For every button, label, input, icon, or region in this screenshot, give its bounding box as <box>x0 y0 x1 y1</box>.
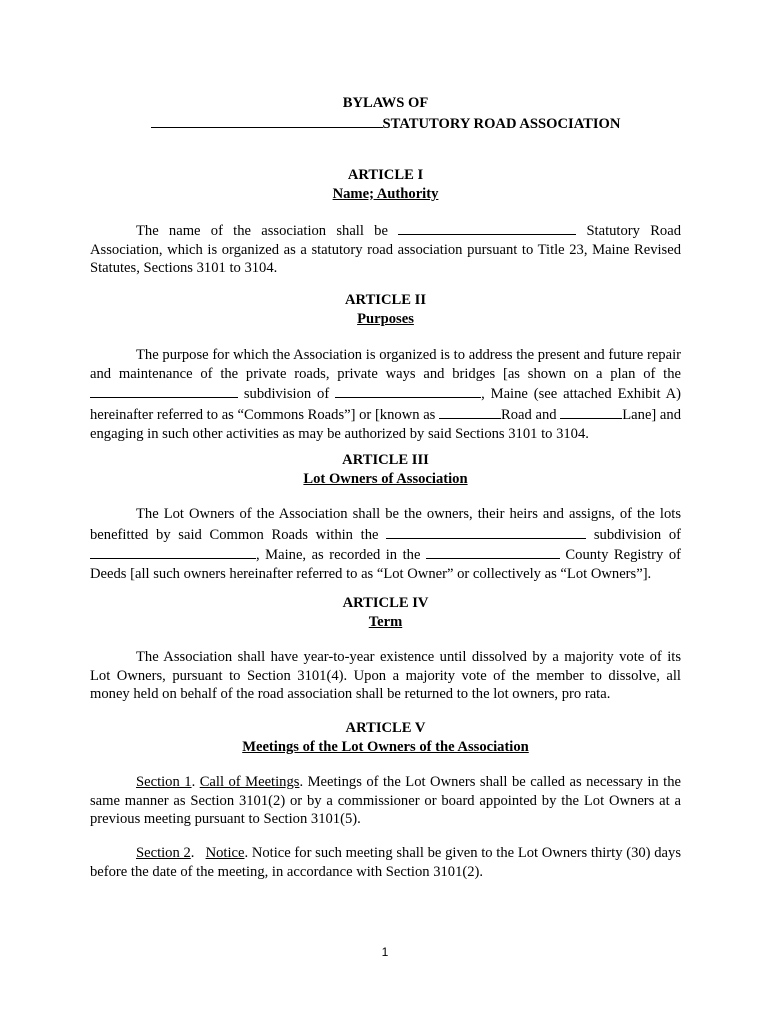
title-line-1: BYLAWS OF <box>342 95 429 111</box>
article-5-section-1 <box>90 773 681 829</box>
section-2-paragraph: Section 2. Notice. Notice for such meeting shall be given to the Lot Owners thirty (30) days before the date of the meeting, in accordance with Section 3101(2). <box>90 845 681 880</box>
article-3-number: ARTICLE III <box>342 452 429 468</box>
article-2-heading: Purposes <box>357 310 414 327</box>
association-name-blank <box>151 113 383 128</box>
title-line-2: STATUTORY ROAD ASSOCIATION <box>90 113 681 134</box>
section-1-paragraph: Section 1. Call of Meetings. Meetings of the Lot Owners shall be called as necessary in the same manner as Section 3101(2) or by a commissioner or board appointed by the Lot Owners at a previous meeting pursuant to Section 3101(5). <box>90 774 681 828</box>
article-4-heading: Term <box>368 613 403 630</box>
article-5-section-2 <box>90 844 681 881</box>
article-4-number: ARTICLE IV <box>342 595 429 611</box>
county-field <box>426 544 560 559</box>
article-4-body <box>90 648 681 704</box>
town-field <box>90 544 256 559</box>
town-name-field <box>335 383 481 398</box>
lane-name-field <box>560 404 622 419</box>
association-name-field <box>398 220 576 235</box>
document-title <box>90 94 681 133</box>
section-1-title: Call of Meetings <box>199 774 300 790</box>
article-5-header <box>90 719 681 756</box>
subdivision-name-field <box>386 524 586 539</box>
article-1-number: ARTICLE I <box>347 167 424 183</box>
article-5-number: ARTICLE V <box>345 720 426 736</box>
article-2-body <box>90 346 681 444</box>
article-2-paragraph: The purpose for which the Association is organized is to address the present and future repair and maintenance of the private roads, private ways and bridges [as shown on a plan of the subdivision of , Maine (see attached Exhibit A) hereinafter referred to as “Commons Roads”] or [known as Road and Lane] and engaging in such other activities as may be authorized by said Sections 3101 to 3104. <box>90 347 682 442</box>
article-3-heading: Lot Owners of Association <box>303 470 468 487</box>
article-3-header <box>90 451 681 488</box>
page-number: 1 <box>381 945 389 959</box>
article-1-paragraph: The name of the association shall be Statutory Road Association, which is organized as a statutory road association pursuant to Title 23, Maine Revised Statutes, Sections 3101 to 3104. <box>90 220 681 278</box>
article-1-body <box>90 220 681 278</box>
article-4-paragraph: The Association shall have year-to-year existence until dissolved by a majority vote of its Lot Owners, pursuant to Section 3101(4). Upon a majority vote of the member to dissolve, all money held on behalf of the road association shall be returned to the lot owners, pro rata. <box>90 649 681 703</box>
section-2-label: Section 2 <box>136 845 191 861</box>
article-3-paragraph: The Lot Owners of the Association shall be the owners, their heirs and assigns, of the lots benefitted by said Common Roads within the subdivision of , Maine, as recorded in the County Registry of Deeds [all such owners hereinafter referred to as “Lot Owner” or collectively as “Lot Owners”]. <box>90 506 682 583</box>
article-3-body <box>90 505 681 584</box>
article-2-number: ARTICLE II <box>345 292 426 308</box>
article-5-heading: Meetings of the Lot Owners of the Association <box>242 738 529 755</box>
article-1-heading: Name; Authority <box>332 185 439 202</box>
article-1-header <box>90 166 681 203</box>
section-1-label: Section 1 <box>136 774 192 790</box>
article-4-header <box>90 594 681 631</box>
article-2-header <box>90 291 681 328</box>
road-name-field <box>439 404 501 419</box>
plan-name-field <box>90 383 238 398</box>
section-2-title: Notice <box>205 845 245 861</box>
